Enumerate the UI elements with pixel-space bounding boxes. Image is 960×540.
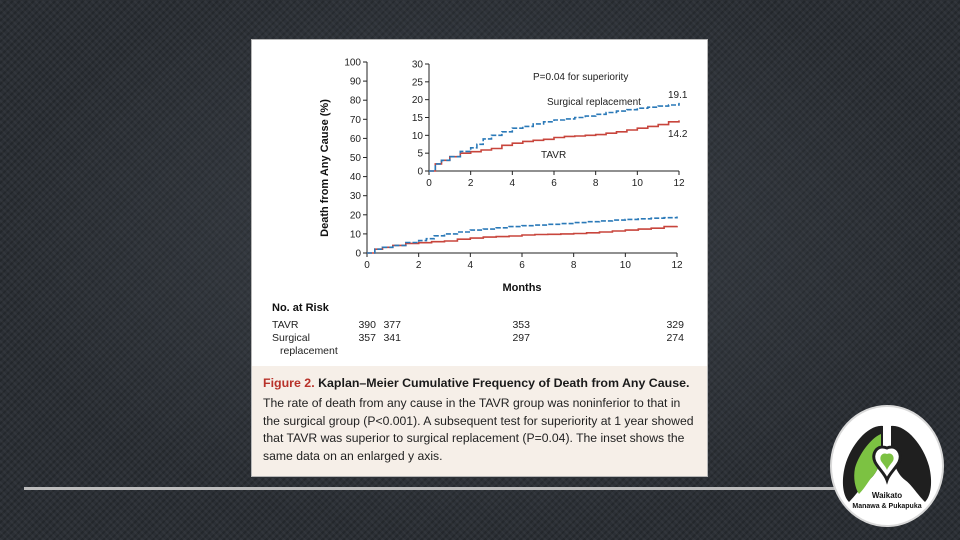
waikato-logo — [829, 404, 945, 528]
main-y-tick-label: 40 — [349, 172, 361, 184]
main-y-tick-label: 90 — [349, 76, 361, 88]
surgical-end-value: 19.1 — [668, 90, 688, 101]
main-y-tick-label: 60 — [349, 133, 361, 145]
inset-x-tick-label: 6 — [551, 178, 557, 189]
main-y-tick-label: 0 — [355, 248, 361, 260]
inset-x-tick-label: 0 — [426, 178, 432, 189]
main-y-tick-label: 10 — [349, 229, 361, 241]
at-risk-table — [272, 302, 692, 362]
caption-body: The rate of death from any cause in the TAVR group was noninferior to that in the surgical group (P<0.001). A subsequent test for superiority at 1 year showed that TAVR was superior to surgical replacement (P=0.04). The inset shows the same data on an enlarged y axis. — [263, 396, 694, 463]
logo-text-line2: Manawa & Pukapuka — [852, 503, 922, 510]
surgical-inset-label: Surgical replacement — [547, 97, 641, 108]
at-risk-surgical-m12: 274 — [666, 332, 684, 344]
inset-y-tick-label: 30 — [411, 59, 423, 71]
main-x-tick-label: 6 — [519, 260, 525, 271]
main-x-tick-label: 8 — [570, 260, 577, 271]
inset-x-tick-label: 4 — [509, 178, 516, 189]
main-axes — [344, 58, 683, 272]
main-x-tick-label: 10 — [619, 260, 631, 271]
inset-x-tick-label: 2 — [467, 178, 474, 189]
y-axis-label: Death from Any Cause (%) — [319, 99, 331, 237]
main-series — [367, 217, 677, 254]
main-y-tick-label: 80 — [349, 95, 361, 107]
caption-title: Kaplan–Meier Cumulative Frequency of Death from Any Cause. — [318, 376, 690, 390]
main-y-tick-label: 100 — [344, 57, 361, 69]
main-y-tick-label: 50 — [349, 153, 361, 164]
main-y-tick-label: 30 — [349, 191, 361, 203]
caption-heading — [263, 376, 697, 390]
at-risk-tavr-m6: 353 — [512, 319, 530, 331]
main-x-tick-label: 0 — [364, 260, 370, 271]
tavr-inset-label: TAVR — [541, 150, 567, 161]
at-risk-tavr-label: TAVR — [272, 319, 299, 331]
caption-figure-number: Figure 2. — [263, 376, 315, 390]
inset-series-tavr — [429, 120, 679, 171]
at-risk-tavr-m1: 377 — [383, 319, 401, 331]
superiority-annotation: P=0.04 for superiority — [533, 72, 629, 83]
main-y-tick-label: 20 — [349, 210, 361, 222]
x-axis-label: Months — [502, 282, 542, 294]
inset-y-tick-label: 20 — [411, 95, 423, 107]
main-series-tavr — [367, 226, 677, 253]
inset-x-tick-label: 12 — [673, 178, 685, 189]
at-risk-surgical-label: Surgical — [272, 332, 310, 344]
at-risk-surgical-m0: 357 — [358, 332, 376, 344]
figure-card — [251, 39, 708, 477]
figure-caption — [252, 366, 707, 476]
inset-y-tick-label: 5 — [417, 148, 423, 160]
at-risk-tavr-m0: 390 — [358, 319, 376, 331]
inset-x-tick-label: 8 — [592, 178, 599, 189]
inset-y-tick-label: 15 — [411, 113, 423, 124]
inset-y-tick-label: 10 — [411, 130, 423, 142]
main-x-tick-label: 4 — [467, 260, 474, 271]
main-x-tick-label: 12 — [671, 260, 683, 271]
at-risk-tavr-m12: 329 — [666, 319, 684, 331]
inset-y-tick-label: 25 — [411, 77, 423, 89]
km-chart — [252, 40, 709, 302]
inset-y-tick-label: 0 — [417, 166, 423, 178]
logo-text-line1: Waikato — [871, 491, 903, 500]
at-risk-title: No. at Risk — [272, 302, 329, 314]
at-risk-surgical-m6: 297 — [512, 332, 530, 344]
tavr-end-value: 14.2 — [668, 129, 688, 140]
main-x-tick-label: 2 — [415, 260, 422, 271]
at-risk-surgical-m1: 341 — [383, 332, 401, 344]
slide-divider-line — [24, 487, 844, 490]
main-y-tick-label: 70 — [349, 114, 361, 126]
inset-x-tick-label: 10 — [631, 178, 643, 189]
at-risk-surgical-label-cont: replacement — [280, 345, 338, 357]
